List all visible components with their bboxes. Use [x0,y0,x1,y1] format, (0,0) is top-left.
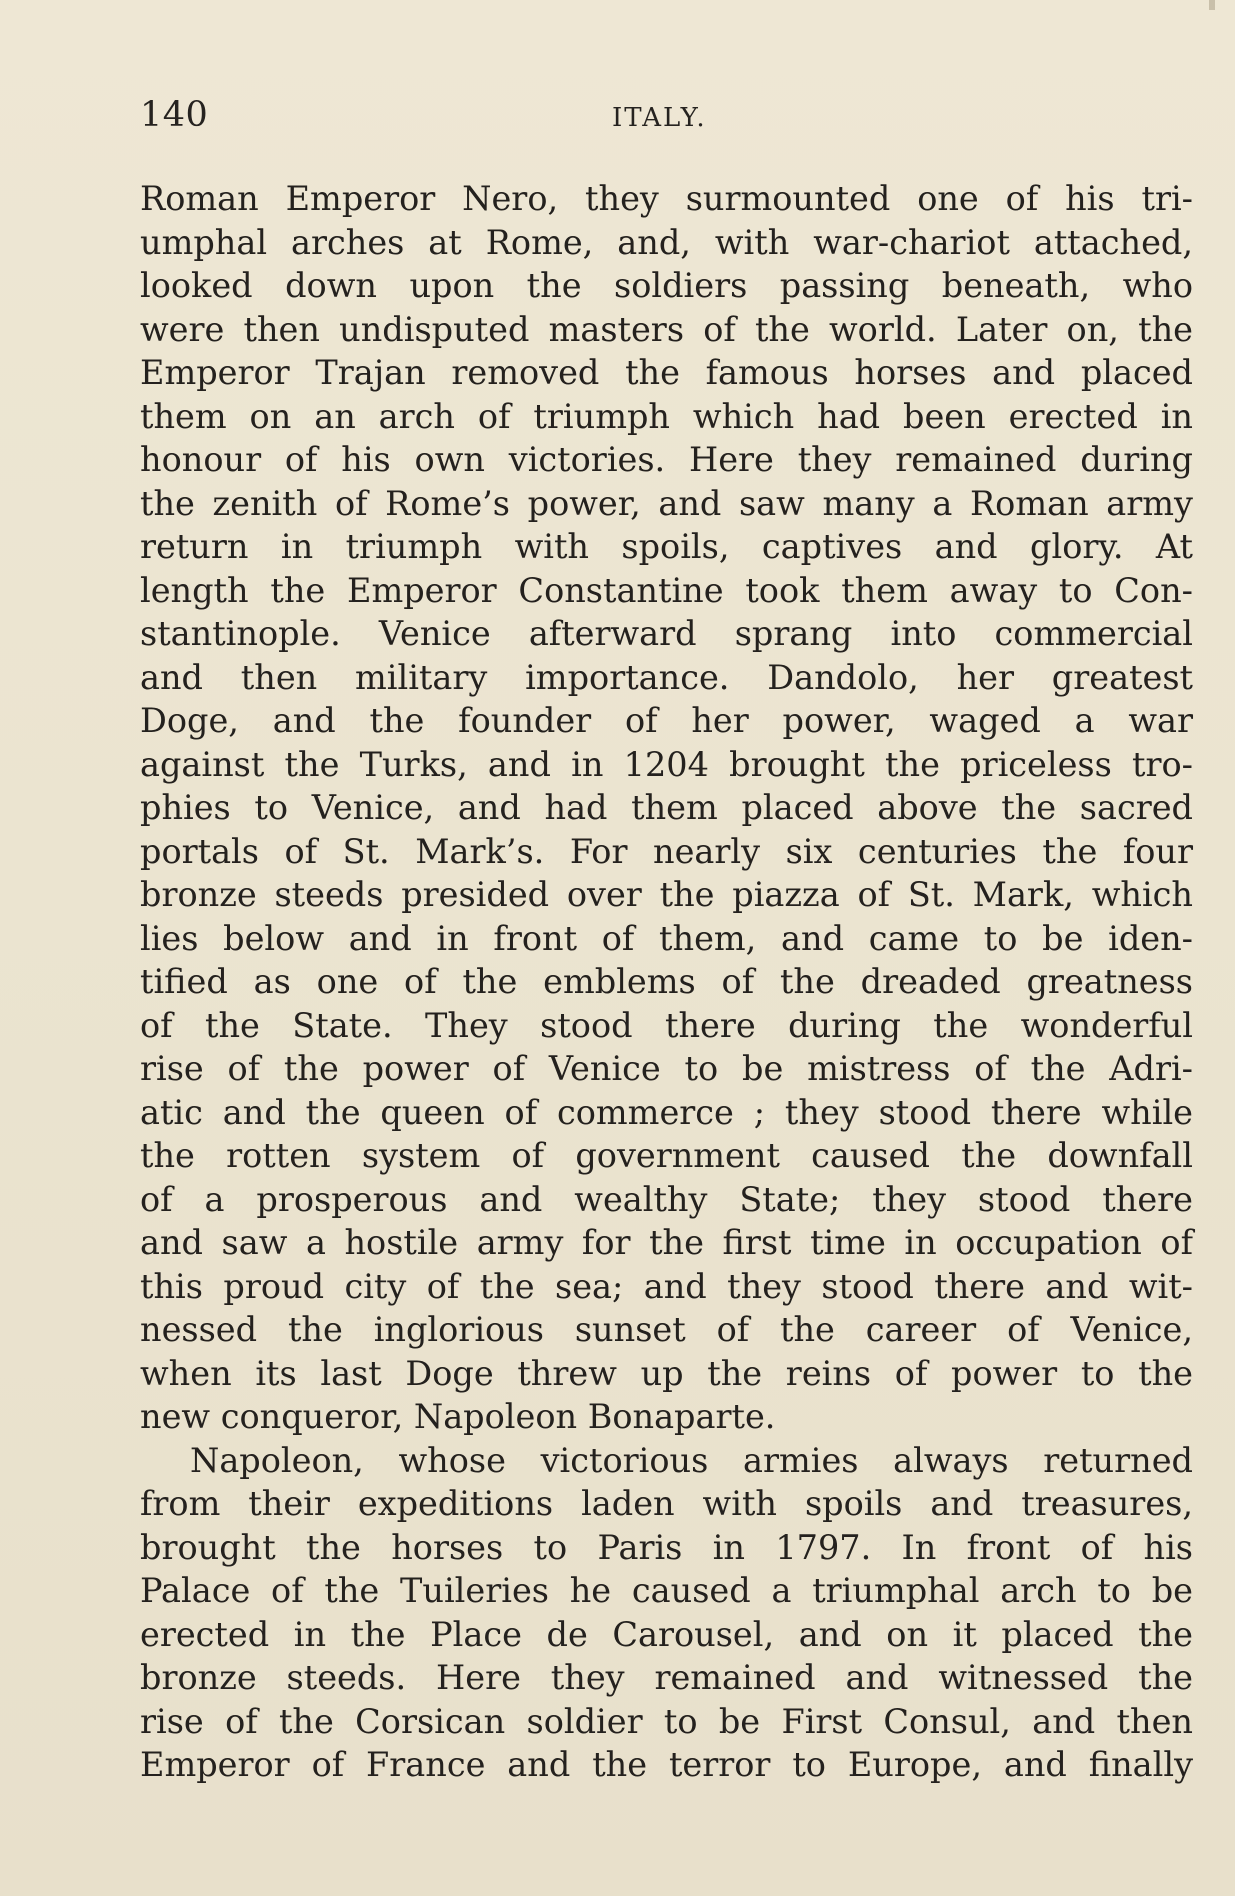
text-line: were then undisputed masters of the world. Later on, the [140,309,1193,349]
text-line: atic and the queen of commerce ; they stood there while [140,1092,1193,1132]
text-line: from their expeditions laden with spoils and treasures, [140,1484,1193,1523]
text-line: rise of the Corsican soldier to be First Consul, and then [140,1701,1193,1741]
text-line: Palace of the Tuileries he caused a triumphal arch to be [140,1571,1193,1610]
text-line: brought the horses to Paris in 1797. In front of his [140,1527,1193,1567]
text-line: the rotten system of government caused the downfall [140,1136,1193,1175]
text-line: erected in the Place de Carousel, and on it placed the [140,1614,1193,1654]
text-line: them on an arch of triumph which had been erected in [140,396,1193,436]
text-line: Roman Emperor Nero, they surmounted one of his tri- [140,179,1193,218]
text-line: honour of his own victories. Here they remained during [140,440,1193,479]
text-line: nessed the inglorious sunset of the career of Venice, [140,1310,1193,1349]
text-line: bronze steeds presided over the piazza of St. Mark, which [140,875,1193,914]
page-corner-mark [1209,0,1215,10]
text-line: this proud city of the sea; and they stood there and wit- [140,1266,1193,1306]
text-line: lies below and in front of them, and came to be iden- [140,918,1193,958]
text-line: bronze steeds. Here they remained and witnessed the [140,1658,1193,1697]
text-line: Emperor of France and the terror to Europe, and finally [140,1745,1193,1784]
page-header [140,95,1190,143]
text-line: Doge, and the founder of her power, waged a war [140,701,1193,740]
text-line: tified as one of the emblems of the dreaded greatness [140,962,1193,1001]
text-line: and saw a hostile army for the first time in occupation of [140,1223,1193,1262]
text-line: when its last Doge threw up the reins of power to the [140,1353,1193,1393]
text-line: of a prosperous and wealthy State; they stood there [140,1179,1193,1219]
running-title: ITALY. [612,103,707,133]
text-line: length the Emperor Constantine took them away to Con- [140,570,1193,610]
text-line: the zenith of Rome’s power, and saw many a Roman army [140,483,1193,523]
text-line: umphal arches at Rome, and, with war-chariot attached, [140,222,1193,262]
paragraph-start-line: Napoleon, whose victorious armies always returned [190,1440,1193,1480]
text-line: Emperor Trajan removed the famous horses and placed [140,353,1193,392]
page-number: 140 [140,95,209,135]
text-line: of the State. They stood there during the wonderful [140,1005,1193,1045]
text-line: portals of St. Mark’s. For nearly six centuries the four [140,831,1193,871]
text-line: phies to Venice, and had them placed above the sacred [140,788,1193,827]
text-line: and then military importance. Dandolo, her greatest [140,657,1193,697]
body-text [140,177,1193,1787]
text-line: return in triumph with spoils, captives and glory. At [140,527,1193,566]
text-line: stantinople. Venice afterward sprang into commercial [140,614,1193,653]
text-line: against the Turks, and in 1204 brought the priceless tro- [140,744,1193,784]
text-line: rise of the power of Venice to be mistress of the Adri- [140,1049,1193,1088]
paragraph-end-line: new conqueror, Napoleon Bonaparte. [140,1397,776,1436]
text-line: looked down upon the soldiers passing beneath, who [140,266,1193,305]
